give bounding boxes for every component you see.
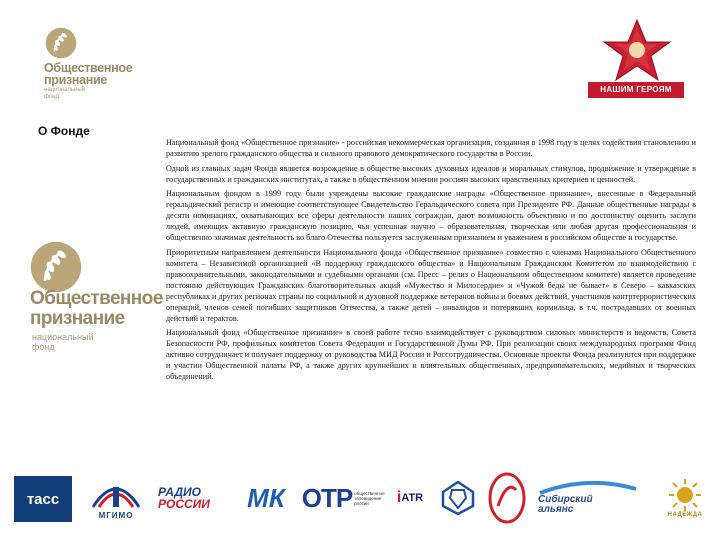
mgimo-emblem-icon xyxy=(89,477,143,511)
atr-logo-i: i xyxy=(396,489,402,506)
foundation-logo-large xyxy=(20,238,163,408)
paragraph: Одной из главных задач Фонда является возрождение в обществе высоких духовных идеалов и моральных стимулов, продвижение и утверждение в государственных и гражданских институтах, а также в общественном мнении россиян высоких нравственных критериев и ценностей. xyxy=(166,163,696,184)
sun-emblem-icon xyxy=(665,478,705,512)
paragraph: Национальный фонд «Общественное признание» в своей работе тесно взаимодействует с руководством силовых министерств и ведомств, Совета Безопасности РФ, профильных комитетов Совета Федерации и Государственной Думы РФ. При реализации своих международных программ Фонд активно сотрудничает и получает поддержку от руководства МИД России и Россотрудничества. Основные проекты Фонда реализуются при поддержке и участии Общественной палаты РФ, а также других крупнейших и влиятельных общественных, предпринимательских, медийных и творческих объединений. xyxy=(166,328,696,381)
heroes-badge xyxy=(582,18,694,102)
nadezhda-logo-text: НАДЕЖДА xyxy=(667,512,703,518)
mgimo-logo-text: МГИМО xyxy=(98,510,134,520)
paragraph: Национальным фондом в 1999 году были учреждены высокие гражданские награды «Общественное признание», внесенные в Федеральный геральдический регистр и имеющие соответствующее Свидетельство Геральдического совета при Президенте РФ. Данные общественные награды в десяти номинациях, охватывающих все сферы деятельности наших сограждан, дают возможность объективно и по достоинству оценить заслуги людей, имеющих активную гражданскую позицию, чья успешная научно – образовательная, творческая или любая другая профессиональная и общественно значимая деятельность во благо Отечества пользуется заслуженным признанием и уважением в российском обществе и государстве. xyxy=(166,189,696,242)
logo-small-line1: Общественное xyxy=(44,61,133,75)
red-emblem-icon xyxy=(487,472,527,524)
mk-logo-text: МК xyxy=(247,482,285,513)
radio-logo-line1: РАДИО xyxy=(158,485,201,499)
logo-big-line1: Общественное xyxy=(30,288,163,309)
paragraph: Национальный фонд «Общественное признание» - российская некоммерческая организация, созданная в 1998 году в целях содействия становлению и развитию зрелого гражданского общества и сильного правового демократического государства в России. xyxy=(166,138,696,158)
atr-logo-text: ATR xyxy=(401,492,424,504)
tass-logo xyxy=(14,476,72,522)
dinamo-logo xyxy=(438,470,478,526)
siberian-alliance-logo xyxy=(538,470,648,526)
foundation-logo-small xyxy=(30,24,140,104)
dinamo-emblem-icon xyxy=(440,480,476,516)
section-title: О Фонде xyxy=(38,124,90,138)
atr-logo xyxy=(386,470,434,526)
paragraph: Приоритетным направлением деятельности Национального фонда «Общественное признание» совместно с членами Национального Общественного комитета – Независимой организацией «В поддержку гражданского общества» и Национальным Гражданским Комитетом по взаимодействию с правоохранительными, законодательными и судебными органами (см. Пресс – релиз о Национальном общественном комитете) является проведение постоянно действующих Гражданских благотворительных акций «Мужество и Милосердие» и «Чужой беды не бывает» в Северо – кавказских республиках и других регионах страны по социальной и духовной поддержке ветеранов войны и боевых действий, участников контртеррористических операций, членов семей погибших защитников Отечества, а также детей – инвалидов и потерявших кормильца, в т.ч. пострадавших от военных действий и терактов. xyxy=(166,247,696,323)
mgimo-logo xyxy=(78,470,154,526)
siberian-alliance-swoosh-icon xyxy=(538,481,638,495)
logo-small-line3: национальный фонд xyxy=(44,87,86,100)
otr-logo-subtext: общественное телевидение россии xyxy=(354,490,385,506)
laurel-wreath-icon xyxy=(44,26,78,60)
siberian-alliance-line2: альянс xyxy=(538,504,574,515)
about-text xyxy=(166,137,696,467)
radio-russia-logo xyxy=(158,470,228,526)
mk-logo xyxy=(234,470,298,526)
partner-logos xyxy=(8,470,718,530)
logo-small-line2: признание xyxy=(44,73,108,87)
nadezhda-logo xyxy=(656,470,714,526)
siberian-alliance-line1: Сибирский xyxy=(538,494,593,505)
otr-logo xyxy=(301,470,385,526)
otr-logo-text: ОТР xyxy=(301,482,353,513)
logo-big-line2: признание xyxy=(30,308,125,329)
logo-big-line3: национальный фонд xyxy=(32,332,94,352)
red-star-icon xyxy=(592,18,682,84)
tass-logo-text: тасс xyxy=(26,490,60,508)
radio-logo-line2: РОССИИ xyxy=(158,497,210,511)
heroes-badge-label: НАШИМ ГЕРОЯМ xyxy=(588,82,684,98)
red-emblem-logo xyxy=(482,470,532,526)
